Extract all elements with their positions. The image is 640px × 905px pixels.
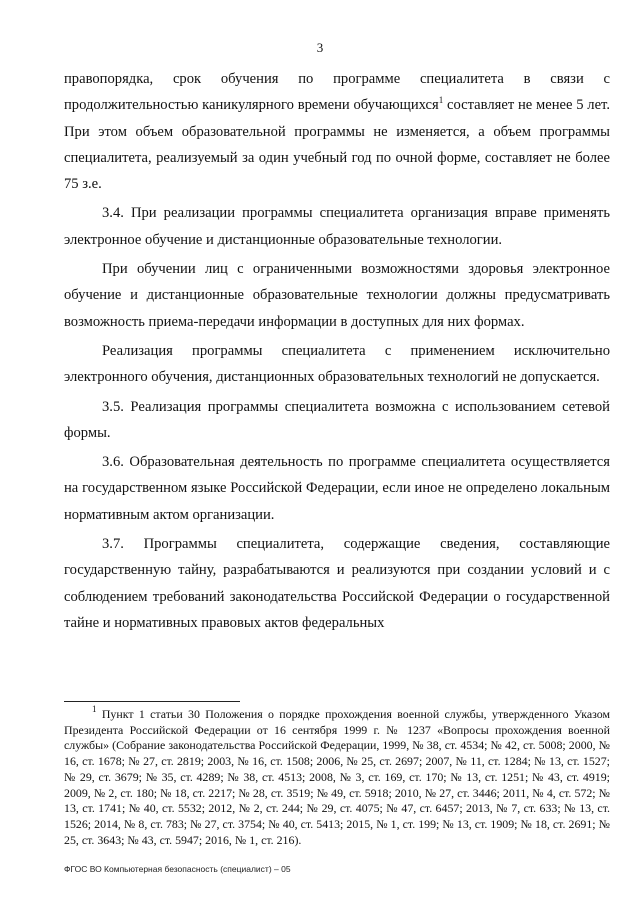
body-text (64, 66, 610, 636)
paragraph-3-7: 3.7. Программы специалитета, содержащие сведения, составляющие государственную тайну, разрабатываются и реализуются при создании условий и с соблюдением требований законодательства Российской Федерации о государственной тайне и нормативных правовых актов федеральных (64, 536, 610, 631)
document-footer: ФГОС ВО Компьютерная безопасность (специалист) – 05 (64, 864, 291, 874)
paragraph-disabled-learners: При обучении лиц с ограниченными возможностями здоровья электронное обучение и дистанционные образовательные технологии должны предусматривать возможность приема-передачи информации в доступных для них формах. (64, 261, 610, 330)
paragraph-3-6: 3.6. Образовательная деятельность по программе специалитета осуществляется на государственном языке Российской Федерации, если иное не определено локальным нормативным актом организации. (64, 454, 610, 523)
footnote-text: Пункт 1 статьи 30 Положения о порядке прохождения военной службы, утвержденного Указом Президента Российской Федерации от 16 сентября 1999 г. № 1237 «Вопросы прохождения военной службы» (Собрание законодательства Российской Федерации, 1999, № 38, ст. 4534; № 42, ст. 5008; 2000, № 16, ст. 1678; № 27, ст. 2819; 2003, № 16, ст. 1508; 2006, № 25, ст. 2697; 2007, № 11, ст. 1284; № 13, ст. 1527; № 29, ст. 3679; № 35, ст. 4289; № 38, ст. 4513; 2008, № 3, ст. 169, ст. 170; № 13, ст. 1251; № 43, ст. 4919; 2009, № 2, ст. 180; № 18, ст. 2217; № 28, ст. 3519; № 49, ст. 5918; 2010, № 27, ст. 3446; 2011, № 4, ст. 572; № 13, ст. 1741; № 40, ст. 5532; 2012, № 2, ст. 244; № 29, ст. 4075; № 47, ст. 6457; 2013, № 7, ст. 633; № 13, ст. 1526; 2014, № 8, ст. 783; № 27, ст. 3754; № 40, ст. 5413; 2015, № 1, ст. 199; № 13, ст. 1909; № 18, ст. 2691; № 25, ст. 3643; № 43, ст. 5947; 2016, № 1, ст. 216). (64, 707, 610, 847)
paragraph-text-after-ref: составляет не менее 5 лет. При этом объем образовательной программы не изменяется, а объем программы специалитета, реализуемый за один учебный год по очной форме, составляет не более 75 з.е. (64, 97, 610, 193)
paragraph-3-4: 3.4. При реализации программы специалитета организация вправе применять электронное обучение и дистанционные образовательные технологии. (64, 205, 610, 248)
footnote-marker: 1 (92, 704, 97, 714)
paragraph-continuation (64, 66, 610, 197)
paragraph-exclusive-elearning: Реализация программы специалитета с применением исключительно электронного обучения, дистанционных образовательных технологий не допускается. (64, 342, 610, 386)
footnote-separator (64, 701, 240, 702)
paragraph-3-5: 3.5. Реализация программы специалитета возможна с использованием сетевой формы. (64, 398, 610, 441)
page-number: 3 (316, 40, 324, 55)
footnote-reference[interactable]: 1 (438, 95, 444, 106)
footnote (64, 704, 610, 848)
paragraph-text: правопорядка, срок обучения по программе специалитета в связи с продолжительностью каникулярного времени обучающихся (64, 71, 610, 114)
